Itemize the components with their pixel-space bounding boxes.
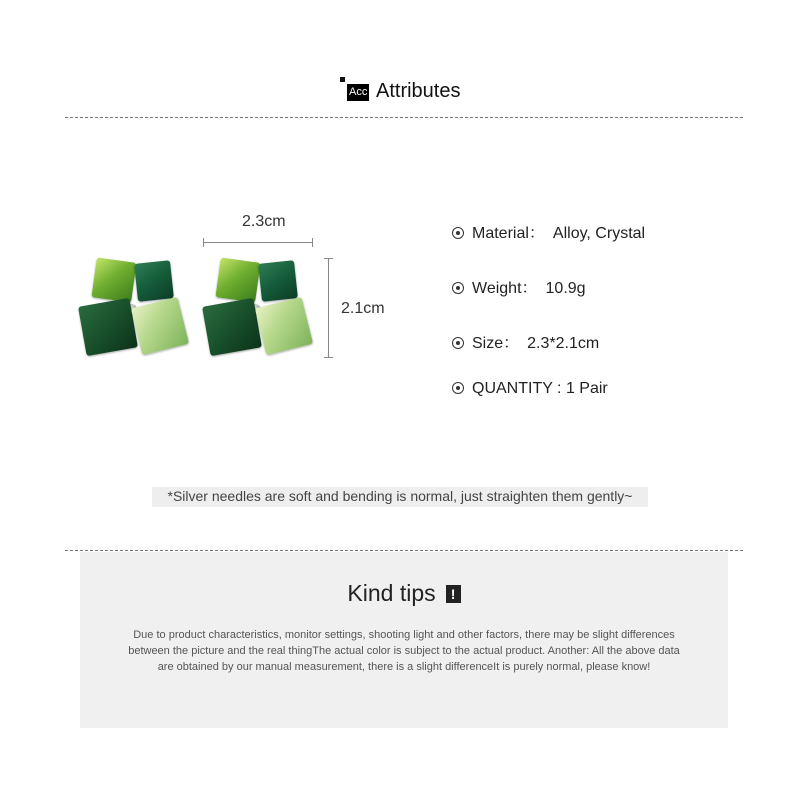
kind-tips-heading	[80, 580, 728, 607]
width-dimension-line	[203, 242, 313, 243]
attribute-size	[452, 330, 599, 352]
crystal-cube	[78, 298, 138, 356]
height-dimension-line	[328, 258, 329, 358]
kind-tips-title: Kind tips	[347, 580, 436, 606]
care-note: *Silver needles are soft and bending is normal, just straighten them gently~	[152, 487, 648, 507]
attribute-value: Alloy, Crystal	[552, 225, 646, 242]
earring-image-right	[202, 256, 322, 366]
section-title: Attributes	[376, 80, 461, 102]
header-badge: Acc	[347, 84, 369, 101]
crystal-cube	[202, 298, 262, 356]
attribute-material	[452, 220, 645, 242]
crystal-cube	[91, 257, 136, 302]
divider-bottom	[65, 550, 743, 551]
crystal-cube	[258, 260, 298, 302]
crystal-cube	[255, 297, 313, 355]
crystal-cube	[131, 297, 189, 355]
attribute-label: QUANTITY : 1 Pair	[472, 380, 608, 397]
earring-image-left	[78, 256, 198, 366]
attribute-weight	[452, 275, 586, 297]
bullet-icon	[452, 382, 464, 394]
bullet-icon	[452, 337, 464, 349]
attribute-value: 10.9g	[545, 280, 586, 297]
divider-top	[65, 117, 743, 118]
header-dot-icon	[340, 77, 345, 82]
attribute-quantity	[452, 380, 608, 402]
height-dimension-label: 2.1cm	[341, 300, 385, 317]
crystal-cube	[134, 260, 174, 302]
section-header	[0, 74, 800, 110]
kind-tips-panel	[80, 552, 728, 728]
bullet-icon	[452, 227, 464, 239]
attribute-label: Size：	[472, 335, 520, 352]
bullet-icon	[452, 282, 464, 294]
kind-tips-body: Due to product characteristics, monitor settings, shooting light and other factors, there may be slight differences between the picture and the real thingThe actual color is subject to the actual product. Another: All the above data are obtained by our manual measurement, there is a slight differenceIt is purely normal, please know!	[128, 629, 680, 673]
warning-icon: !	[446, 585, 461, 603]
width-dimension-label: 2.3cm	[242, 213, 286, 230]
attribute-label: Material：	[472, 225, 545, 242]
attribute-label: Weight：	[472, 280, 538, 297]
attribute-value: 2.3*2.1cm	[527, 335, 600, 352]
crystal-cube	[215, 257, 260, 302]
